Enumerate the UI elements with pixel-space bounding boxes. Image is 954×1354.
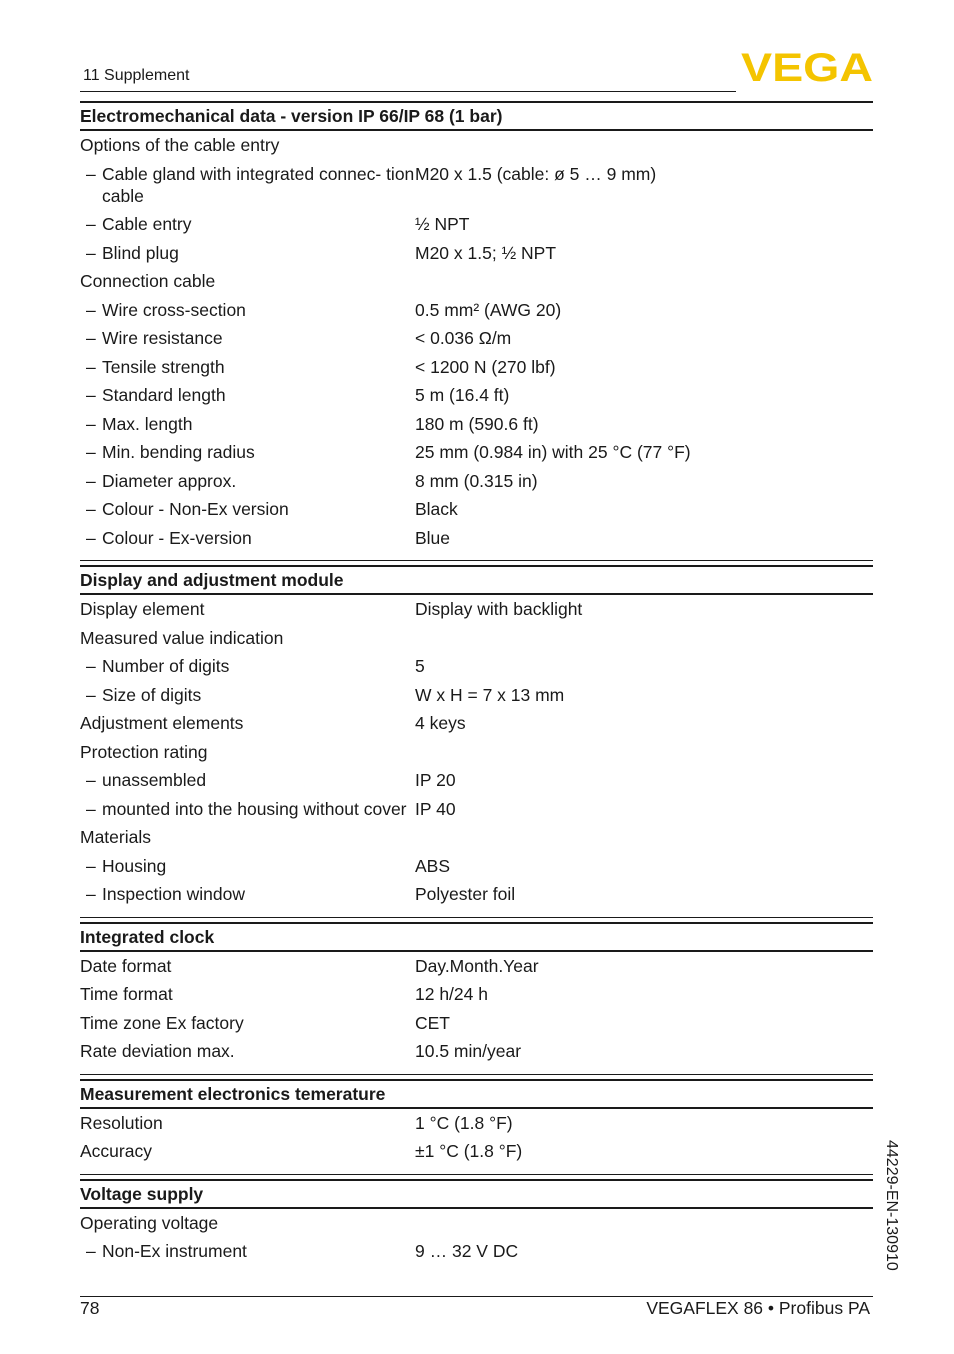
- spec-content: [80, 101, 873, 1270]
- spec-value: 0.5 mm² (AWG 20): [415, 299, 562, 320]
- spec-row: [80, 131, 873, 160]
- spec-row: [80, 980, 873, 1009]
- spec-value: M20 x 1.5; ½ NPT: [415, 242, 557, 263]
- spec-label: – Min. bending radius: [80, 441, 415, 463]
- spec-label: Measured value indication: [80, 627, 284, 648]
- spec-label: – Number of digits: [80, 655, 415, 677]
- spec-label: – Wire cross-section: [80, 299, 415, 321]
- spec-label: – Max. length: [80, 413, 415, 435]
- spec-row: [80, 1009, 873, 1038]
- spec-value: Display with backlight: [415, 599, 583, 619]
- spec-label: – Colour - Non-Ex version: [80, 498, 415, 520]
- spec-value: 1 °C (1.8 °F): [415, 1112, 513, 1133]
- section-title: Integrated clock: [80, 922, 873, 952]
- spec-row: [80, 267, 873, 296]
- spec-label: – Tensile strength: [80, 356, 415, 378]
- header-rule: [80, 91, 736, 92]
- spec-label: – Wire resistance: [80, 327, 415, 349]
- section-label: 11 Supplement: [83, 67, 190, 84]
- document-code: 44229-EN-130910: [883, 1140, 900, 1271]
- spec-label: Display element: [80, 599, 205, 619]
- spec-value: 25 mm (0.984 in) with 25 °C (77 °F): [415, 442, 691, 462]
- spec-value: 180 m (590.6 ft): [415, 413, 539, 434]
- spec-row: [80, 880, 873, 909]
- spec-label: Date format: [80, 955, 172, 976]
- spec-label: Accuracy: [80, 1141, 152, 1161]
- spec-row: [80, 467, 873, 496]
- spec-section: [80, 565, 873, 918]
- spec-value: 5 m (16.4 ft): [415, 385, 510, 405]
- spec-row: [80, 624, 873, 653]
- spec-section: [80, 922, 873, 1075]
- spec-row: [80, 1237, 873, 1266]
- spec-label: – Inspection window: [80, 883, 415, 905]
- spec-row: [80, 738, 873, 767]
- spec-value: Black: [415, 499, 458, 519]
- footer-rule: [80, 1296, 873, 1297]
- section-title: Electromechanical data - version IP 66/IP 68 (1 bar): [80, 101, 873, 131]
- spec-label: Options of the cable entry: [80, 135, 280, 155]
- section-divider: [80, 1074, 873, 1075]
- spec-value: 9 … 32 V DC: [415, 1241, 519, 1261]
- spec-value: M20 x 1.5 (cable: ø 5 … 9 mm): [415, 163, 657, 184]
- spec-value: 12 h/24 h: [415, 984, 488, 1004]
- spec-label: Time zone Ex factory: [80, 1012, 244, 1033]
- spec-row: [80, 952, 873, 981]
- spec-row: [80, 1037, 873, 1066]
- spec-row: [80, 296, 873, 325]
- spec-value: [415, 270, 873, 292]
- spec-value: 8 mm (0.315 in): [415, 470, 538, 491]
- spec-label: – unassembled: [80, 769, 415, 791]
- spec-row: [80, 410, 873, 439]
- spec-value: [415, 627, 873, 649]
- spec-row: [80, 823, 873, 852]
- section-divider: [80, 917, 873, 918]
- section-title: Measurement electronics temerature: [80, 1079, 873, 1109]
- spec-value: W x H = 7 x 13 mm: [415, 684, 565, 705]
- spec-row: [80, 766, 873, 795]
- page-number: 78: [80, 1298, 100, 1318]
- spec-row: [80, 524, 873, 553]
- spec-label: – Cable gland with integrated connec- tion cable: [80, 163, 415, 207]
- spec-label: – Housing: [80, 855, 415, 877]
- spec-value: [415, 826, 873, 848]
- spec-label: – Blind plug: [80, 242, 415, 264]
- spec-label: – Colour - Ex-version: [80, 527, 415, 549]
- spec-label: – Standard length: [80, 384, 415, 406]
- vega-logo: [741, 50, 873, 84]
- section-divider: [80, 1174, 873, 1175]
- spec-section: [80, 1079, 873, 1175]
- spec-label: Connection cable: [80, 271, 216, 291]
- spec-label: Resolution: [80, 1112, 163, 1133]
- spec-value: ±1 °C (1.8 °F): [415, 1141, 523, 1161]
- spec-row: [80, 1209, 873, 1238]
- section-title: Voltage supply: [80, 1179, 873, 1209]
- spec-row: [80, 160, 873, 211]
- spec-row: [80, 210, 873, 239]
- spec-value: [415, 1212, 873, 1234]
- spec-label: – Diameter approx.: [80, 470, 415, 492]
- spec-value: CET: [415, 1012, 450, 1033]
- spec-value: IP 20: [415, 770, 456, 790]
- spec-row: [80, 438, 873, 467]
- spec-label: – Non-Ex instrument: [80, 1240, 415, 1262]
- spec-row: [80, 324, 873, 353]
- vega-logo-text: VEGA: [741, 50, 873, 84]
- spec-row: [80, 795, 873, 824]
- spec-value: < 0.036 Ω/m: [415, 328, 512, 348]
- spec-value: < 1200 N (270 lbf): [415, 356, 556, 377]
- spec-row: [80, 1137, 873, 1166]
- spec-row: [80, 595, 873, 624]
- spec-row: [80, 495, 873, 524]
- spec-value: 5: [415, 656, 425, 676]
- spec-row: [80, 852, 873, 881]
- spec-label: Materials: [80, 827, 151, 847]
- spec-value: ½ NPT: [415, 214, 470, 234]
- spec-value: [415, 134, 873, 156]
- product-name: VEGAFLEX 86 • Profibus PA: [646, 1298, 870, 1318]
- section-title: Display and adjustment module: [80, 565, 873, 595]
- spec-section: [80, 1179, 873, 1266]
- spec-value: Polyester foil: [415, 884, 516, 904]
- spec-label: – Cable entry: [80, 213, 415, 235]
- spec-label: Time format: [80, 984, 173, 1004]
- spec-label: – Size of digits: [80, 684, 415, 706]
- spec-label: – mounted into the housing without cover: [80, 798, 415, 820]
- spec-row: [80, 681, 873, 710]
- spec-section: [80, 101, 873, 561]
- spec-value: 10.5 min/year: [415, 1041, 522, 1061]
- spec-row: [80, 353, 873, 382]
- spec-value: IP 40: [415, 798, 456, 819]
- spec-value: [415, 741, 873, 763]
- spec-value: Blue: [415, 527, 451, 548]
- spec-label: Operating voltage: [80, 1212, 219, 1233]
- spec-value: 4 keys: [415, 713, 466, 733]
- spec-row: [80, 381, 873, 410]
- spec-row: [80, 1109, 873, 1138]
- spec-label: Rate deviation max.: [80, 1041, 235, 1061]
- spec-label: Protection rating: [80, 741, 208, 762]
- spec-label: Adjustment elements: [80, 713, 244, 733]
- spec-row: [80, 239, 873, 268]
- section-divider: [80, 560, 873, 561]
- spec-value: Day.Month.Year: [415, 955, 539, 976]
- spec-value: ABS: [415, 855, 451, 876]
- spec-row: [80, 709, 873, 738]
- spec-row: [80, 652, 873, 681]
